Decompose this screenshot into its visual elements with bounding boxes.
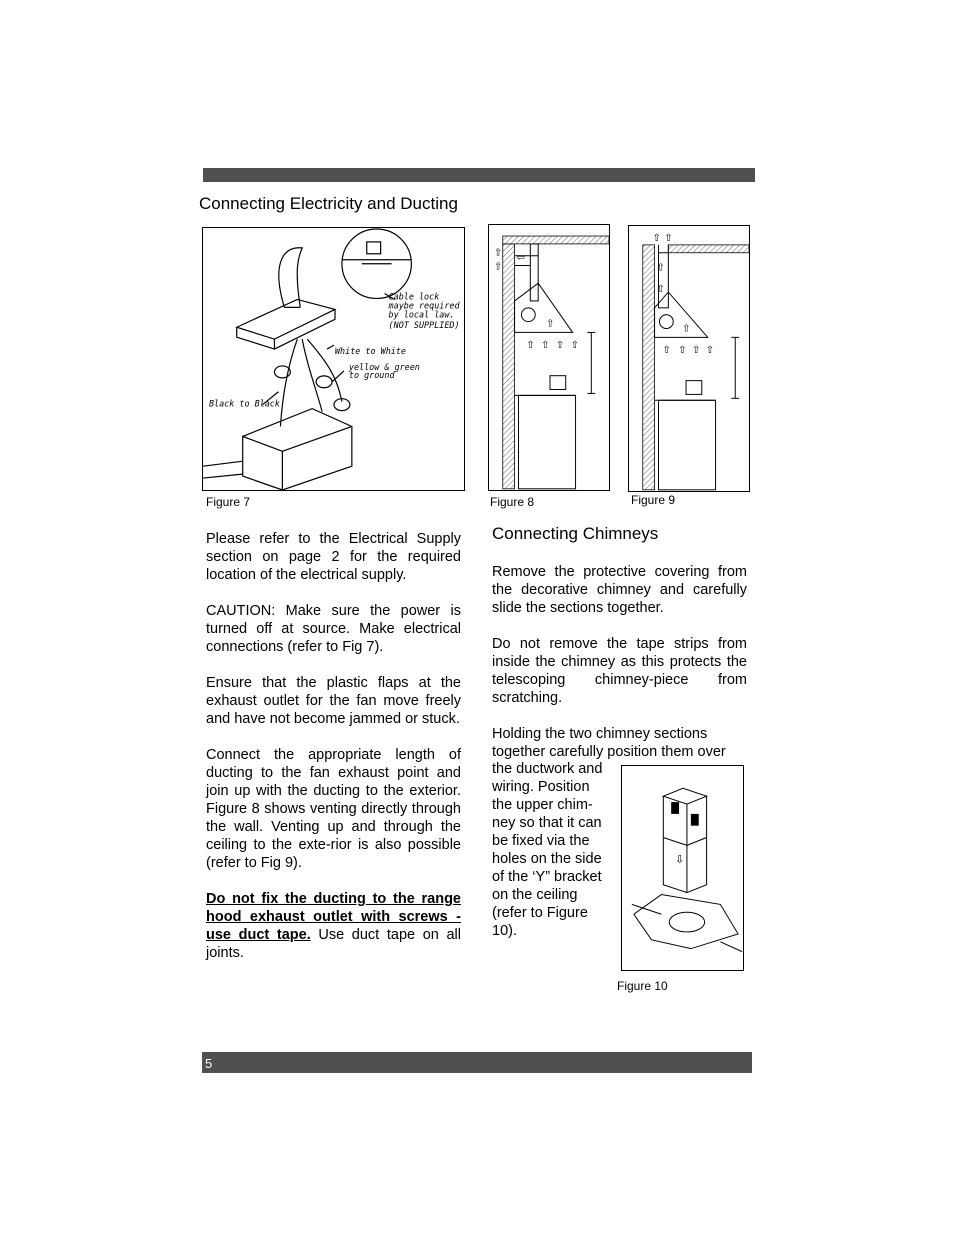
- section-title: Connecting Electricity and Ducting: [199, 194, 458, 213]
- svg-text:⇧: ⇧: [656, 284, 665, 296]
- figure-7-wiring-diagram: [202, 227, 465, 491]
- duct-tape-warning: Do not fix the ducting to the range hood exhaust outlet with screws - use duct tape.: [206, 891, 461, 943]
- svg-text:⇩: ⇩: [675, 854, 685, 867]
- fig7-cable-lock-label-4: (NOT SUPPLIED): [388, 320, 460, 331]
- fig7-black-label: Black to Black: [208, 398, 280, 409]
- paragraph-protective-covering: Remove the protective covering from the decorative chimney and carefully slide the sections together.: [492, 564, 747, 616]
- figure-7-caption: Figure 7: [206, 495, 251, 509]
- paragraph-electrical-supply: Please refer to the Electrical Supply section on page 2 for the required location of the electrical supply.: [206, 531, 461, 583]
- figure-8-wall-venting: [488, 224, 610, 491]
- figure-8-caption: Figure 8: [490, 495, 535, 509]
- svg-text:⇧: ⇧: [493, 261, 503, 273]
- paragraph-duct-tape: [206, 890, 461, 962]
- right-column: [492, 563, 747, 761]
- paragraph-caution: CAUTION: Make sure the power is turned off at source. Make electrical connections (refer to Fig 7).: [206, 603, 461, 655]
- paragraph-position-chimney: the ductwork and wiring. Position the upper chim-ney so that it can be fixed via the holes on the side of the ‘Y” bracket on the ceiling (refer to Figure 10).: [492, 761, 603, 939]
- svg-text:⇧: ⇧: [555, 340, 565, 352]
- fig7-yellow-label-2: to ground: [348, 369, 395, 380]
- svg-text:⇧: ⇧: [656, 262, 665, 274]
- left-column: [206, 530, 461, 980]
- figure-10-chimney-bracket: [621, 765, 744, 971]
- paragraph-tape-strips: Do not remove the tape strips from inside the chimney as this protects the telescoping chimney-piece from scratching.: [492, 636, 747, 706]
- svg-text:⇧: ⇧: [493, 247, 503, 259]
- paragraph-ducting: Connect the appropriate length of ducting to the fan exhaust point and join up with the ducting to the exterior. Figure 8 shows venting directly through the wall. Venting up and through the ceiling to the exte-rior is also possible (refer to Fig 9).: [206, 747, 461, 871]
- figure-9-ceiling-venting: [628, 225, 750, 492]
- fig7-cable-lock-label-2: maybe required: [388, 300, 460, 311]
- duct-tape-rest: Use duct tape on all joints.: [206, 927, 461, 961]
- fig7-white-label: White to White: [334, 346, 406, 357]
- svg-text:⇧: ⇧: [682, 323, 691, 335]
- svg-text:⇧: ⇧: [541, 340, 550, 352]
- page-number: 5: [205, 1056, 213, 1071]
- header-bar: [203, 168, 755, 182]
- figure-10-caption: Figure 10: [617, 979, 668, 993]
- footer-bar: [202, 1052, 752, 1073]
- svg-text:⇧: ⇧: [652, 232, 661, 244]
- paragraph-holding-sections: Holding the two chimney sections together carefully position them over: [492, 726, 726, 760]
- paragraph-plastic-flaps: Ensure that the plastic flaps at the exhaust outlet for the fan move freely and have not become jammed or stuck.: [206, 675, 461, 727]
- right-column-wrap: [492, 760, 612, 958]
- svg-text:⇧: ⇧: [678, 345, 687, 357]
- figure-9-caption: Figure 9: [631, 493, 676, 507]
- svg-text:⇦: ⇦: [516, 252, 525, 264]
- fig7-yellow-label: yellow & green: [348, 361, 420, 372]
- chimneys-heading: Connecting Chimneys: [492, 524, 659, 543]
- svg-text:⇧: ⇧: [526, 340, 535, 352]
- svg-text:⇧: ⇧: [691, 345, 701, 357]
- svg-text:⇧: ⇧: [662, 345, 671, 357]
- svg-text:⇧: ⇧: [546, 318, 555, 330]
- fig7-cable-lock-label: Cable lock: [388, 291, 440, 302]
- fig7-cable-lock-label-3: by local law.: [388, 309, 455, 320]
- svg-text:⇧: ⇧: [570, 340, 579, 352]
- svg-text:⇧: ⇧: [705, 345, 714, 357]
- svg-text:⇧: ⇧: [664, 232, 673, 244]
